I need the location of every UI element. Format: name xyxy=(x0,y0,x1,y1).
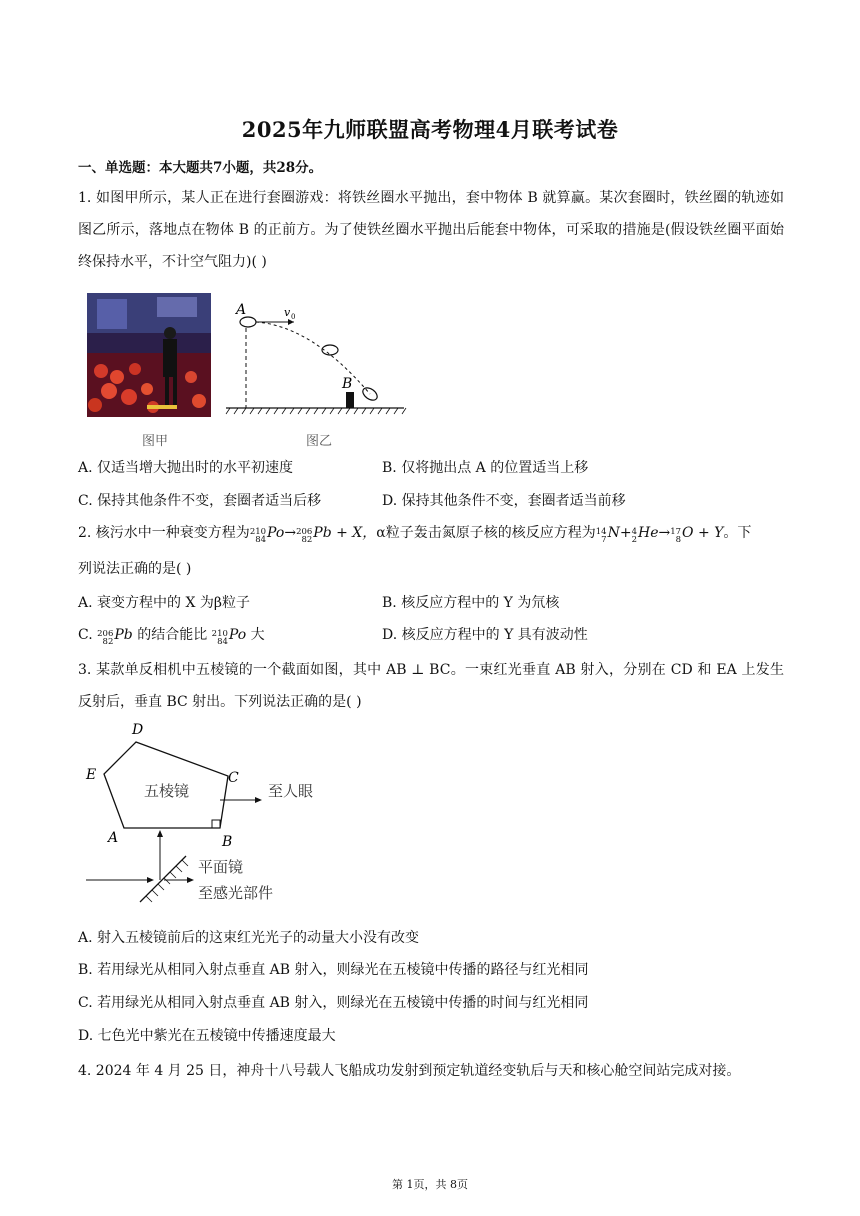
question-1-option-a[interactable]: A. 仅适当增大抛出时的水平初速度 xyxy=(78,460,294,476)
question-3-option-d[interactable]: D. 七色光中紫光在五棱镜中传播速度最大 xyxy=(78,1028,336,1044)
vertex-d: D xyxy=(132,722,144,738)
label-v0-sub: 0 xyxy=(291,313,296,321)
question-3-option-c[interactable]: C. 若用绿光从相同入射点垂直 AB 射入，则绿光在五棱镜中传播的时间与红光相同 xyxy=(78,995,589,1011)
eq2-he: He→ xyxy=(637,525,671,541)
figure-jia-caption: 图甲 xyxy=(142,434,169,449)
n-atomic-number: 7 xyxy=(601,535,607,545)
question-3-option-b[interactable]: B. 若用绿光从相同入射点垂直 AB 射入，则绿光在五棱镜中传播的路径与红光相同 xyxy=(78,962,589,978)
question-3-text: 3. 某款单反相机中五棱镜的一个截面如图，其中 AB ⊥ BC。一束红光垂直 AB 射入，分别在 CD 和 EA 上发生反射后，垂直 BC 射出。下列说法正确的是( ) xyxy=(78,662,784,710)
label-a: A xyxy=(236,302,247,318)
opt-po-atomic-number: 84 xyxy=(217,637,228,647)
he-atomic-number: 2 xyxy=(631,535,637,545)
mirror-label: 平面镜 xyxy=(198,858,244,876)
vertex-a: A xyxy=(108,830,119,846)
eq1-pb: Pb + X， xyxy=(313,525,377,541)
question-3-option-a[interactable]: A. 射入五棱镜前后的这束红光光子的动量大小没有改变 xyxy=(78,930,420,946)
option-c-end: 大 xyxy=(250,627,265,643)
vertex-e: E xyxy=(86,767,97,783)
question-2-option-b[interactable]: B. 核反应方程中的 Y 为氘核 xyxy=(382,595,560,611)
label-b: B xyxy=(342,376,353,392)
vertex-b: B xyxy=(222,834,233,850)
question-2-option-c[interactable] xyxy=(78,624,265,647)
option-c-pb: Pb xyxy=(114,627,133,643)
figure-pentaprism xyxy=(78,716,328,916)
he-mass-number: 4 xyxy=(631,526,637,537)
question-1-option-b[interactable]: B. 仅将抛出点 A 的位置适当上移 xyxy=(382,460,589,476)
opt-pb-mass-number: 206 xyxy=(97,628,114,639)
to-eye-label: 至人眼 xyxy=(268,782,314,800)
question-2-line-1 xyxy=(78,522,751,545)
question-2-prefix: 2. 核污水中一种衰变方程为 xyxy=(78,525,250,541)
option-c-mid: 的结合能比 xyxy=(137,627,208,643)
o-atomic-number: 8 xyxy=(675,535,682,545)
question-1-option-d[interactable]: D. 保持其他条件不变，套圈者适当前移 xyxy=(382,493,626,509)
page-footer: 第 1页，共 8页 xyxy=(392,1178,468,1191)
n-mass-number: 14 xyxy=(595,526,607,537)
po-atomic-number: 84 xyxy=(255,535,267,545)
question-1-text: 1. 如图甲所示，某人正在进行套圈游戏：将铁丝圈水平抛出，套中物体 B 就算赢。某次套圈时，铁丝圈的轨迹如图乙所示，落地点在物体 B 的正前方。为了使铁丝圈水平抛出后能套中物体，可采取的措施是(假设铁丝圈平面始终保持水平，不计空气阻力)( ) xyxy=(78,190,784,270)
figure-yi-caption: 图乙 xyxy=(306,434,333,449)
opt-po-mass-number: 210 xyxy=(211,628,228,639)
opt-pb-atomic-number: 82 xyxy=(102,637,114,647)
pb-atomic-number: 82 xyxy=(301,535,313,545)
po-mass-number: 210 xyxy=(249,526,267,537)
question-2-mid: α粒子轰击氮原子核的核反应方程为 xyxy=(376,525,596,541)
eq2-o: O + Y xyxy=(682,525,724,541)
page-title: 2025年九师联盟高考物理4月联考试卷 xyxy=(241,117,619,142)
question-2-tail: 。下 xyxy=(723,525,752,541)
question-2-option-a[interactable]: A. 衰变方程中的 X 为β粒子 xyxy=(78,595,250,611)
figure-yi-diagram xyxy=(222,296,408,422)
eq1-po: Po→ xyxy=(267,525,297,541)
eq2-n: N+ xyxy=(607,525,632,541)
section-heading: 一、单选题：本大题共7小题，共28分。 xyxy=(78,160,323,176)
vertex-c: C xyxy=(228,770,239,786)
option-c-label: C. xyxy=(78,627,93,643)
option-c-po: Po xyxy=(228,627,247,643)
o-mass-number: 17 xyxy=(670,526,682,537)
question-4-text: 4. 2024 年 4 月 25 日，神舟十八号载人飞船成功发射到预定轨道经变轨后与天和核心舱空间站完成对接。 xyxy=(78,1063,741,1079)
label-v0: v xyxy=(284,306,291,319)
figure-jia-photo xyxy=(87,293,211,417)
question-2-option-d[interactable]: D. 核反应方程中的 Y 具有波动性 xyxy=(382,627,588,643)
prism-label: 五棱镜 xyxy=(144,782,190,800)
question-2-line-2: 列说法正确的是( ) xyxy=(78,561,192,577)
question-1-option-c[interactable]: C. 保持其他条件不变，套圈者适当后移 xyxy=(78,493,322,509)
sensor-label: 至感光部件 xyxy=(198,884,274,902)
pb-mass-number: 206 xyxy=(296,526,313,537)
